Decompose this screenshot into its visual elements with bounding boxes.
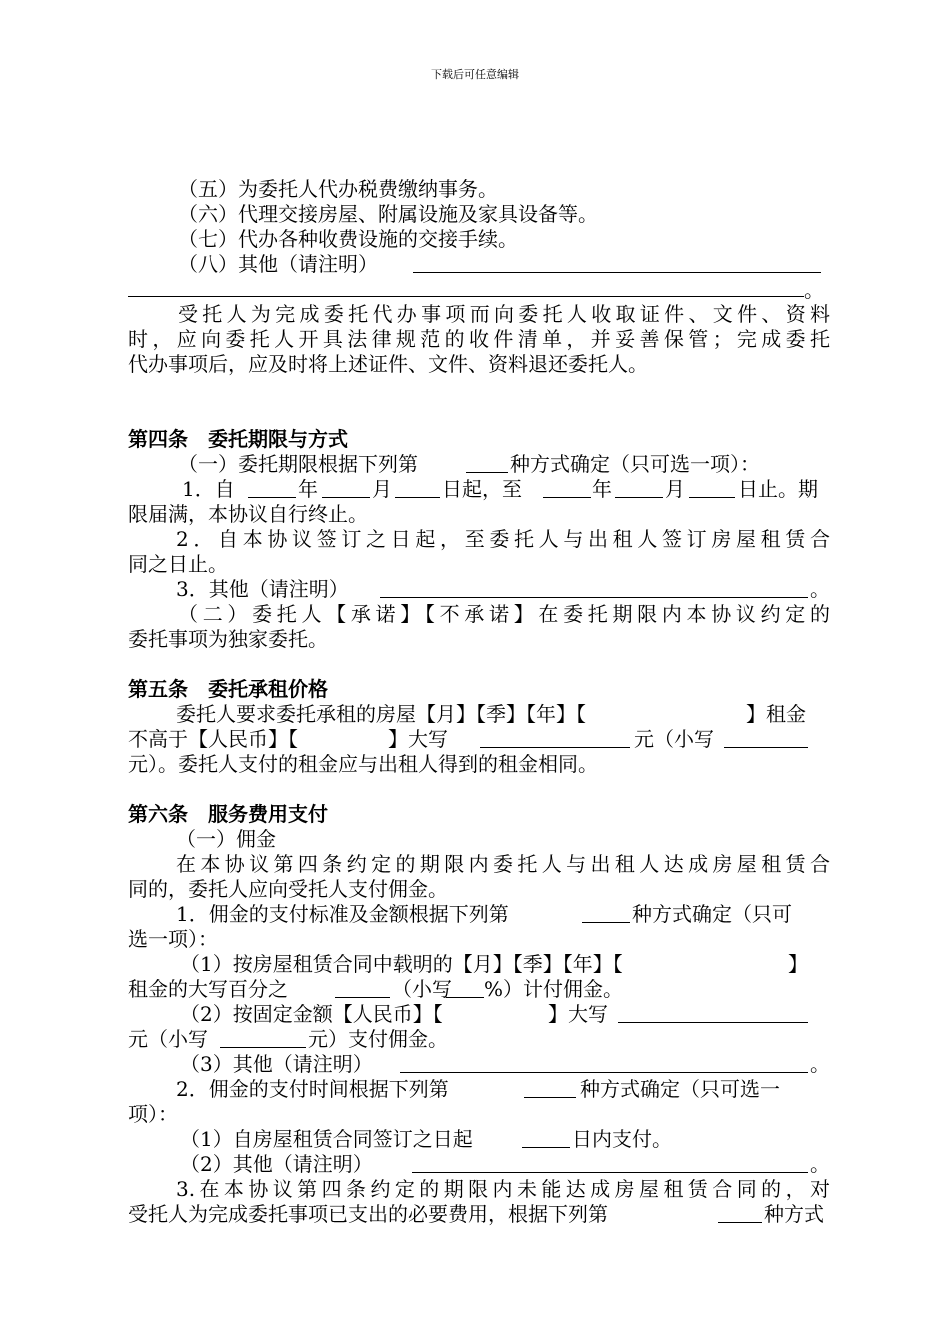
text: 】: [788, 952, 808, 976]
text: 元）支付佣金。: [308, 1027, 448, 1051]
blank-line[interactable]: [335, 997, 390, 998]
text: 项）：: [128, 1102, 178, 1126]
text: 种方式确定（只可选一: [580, 1077, 780, 1101]
text: 不高于【人民币】【: [128, 727, 298, 751]
blank-line[interactable]: [618, 1022, 808, 1023]
blank-line[interactable]: [446, 997, 484, 998]
text: 1．自: [182, 477, 235, 501]
item-six: （六）代理交接房屋、附属设施及家具设备等。: [178, 202, 598, 226]
text: （1）按房屋租赁合同中载明的【月】【季】【年】【: [180, 952, 623, 976]
blank-line[interactable]: [615, 497, 663, 498]
text: 种方式: [764, 1202, 824, 1226]
text: 】租金: [746, 702, 806, 726]
text: （小写: [392, 977, 452, 1001]
text: 元）。委托人支付的租金应与出租人得到的租金相同。: [128, 752, 598, 776]
text: 日止。期: [738, 477, 818, 501]
text: （一）佣金: [176, 827, 276, 851]
blank-line[interactable]: [480, 747, 630, 748]
text: 委托人要求委托承租的房屋【月】【季】【年】【: [176, 702, 586, 726]
text: 月: [665, 477, 685, 501]
blank-line[interactable]: [524, 1097, 576, 1098]
text: 1．佣金的支付标准及金额根据下列第: [176, 902, 509, 926]
text: %）计付佣金。: [484, 977, 624, 1001]
blank-line[interactable]: [466, 472, 508, 473]
text: 受托人为完成委托事项已支出的必要费用，根据下列第: [128, 1202, 608, 1226]
text: 日内支付。: [572, 1127, 672, 1151]
text: 元（小写: [128, 1027, 208, 1051]
paragraph-line: 时，应向委托人开具法律规范的收件清单，并妥善保管；完成委托: [128, 327, 830, 351]
text: 种方式确定（只可选一项）：: [510, 452, 760, 476]
text: （二）委托人【承诺】【不承诺】在委托期限内本协议约定的: [178, 602, 830, 626]
blank-line[interactable]: [400, 1072, 808, 1073]
section-title-art6: 第六条 服务费用支付: [128, 802, 328, 826]
text: 】大写: [548, 1002, 608, 1026]
blank-line[interactable]: [220, 1047, 306, 1048]
text: 种方式确定（只可: [632, 902, 792, 926]
text: 租金的大写百分之: [128, 977, 288, 1001]
section-title-art4: 第四条 委托期限与方式: [128, 427, 348, 451]
section-title-art5: 第五条 委托承租价格: [128, 677, 328, 701]
period: 。: [810, 1152, 830, 1176]
text: 2．自本协议签订之日起，至委托人与出租人签订房屋租赁合: [176, 527, 830, 551]
item-five: （五）为委托人代办税费缴纳事务。: [178, 177, 498, 201]
text: 】大写: [388, 727, 448, 751]
paragraph-line: 受托人为完成委托代办事项而向委托人收取证件、文件、资料: [178, 302, 830, 326]
text: 月: [372, 477, 392, 501]
text: 限届满，本协议自行终止。: [128, 502, 368, 526]
text: 同之日止。: [128, 552, 228, 576]
text: 3.在本协议第四条约定的期限内未能达成房屋租赁合同的，对: [176, 1177, 830, 1201]
paragraph-line: 代办事项后，应及时将上述证件、文件、资料退还委托人。: [128, 352, 648, 376]
period: 。: [810, 1052, 830, 1076]
text: 在本协议第四条约定的期限内委托人与出租人达成房屋租赁合: [176, 852, 830, 876]
text: 2．佣金的支付时间根据下列第: [176, 1077, 449, 1101]
text: （1）自房屋租赁合同签订之日起: [180, 1127, 473, 1151]
text: 日起，至: [442, 477, 522, 501]
text: 选一项）：: [128, 927, 218, 951]
text: 年: [298, 477, 318, 501]
period: 。: [810, 577, 830, 601]
text: 元（小写: [634, 727, 714, 751]
item-seven: （七）代办各种收费设施的交接手续。: [178, 227, 518, 251]
blank-line[interactable]: [413, 272, 821, 273]
blank-line[interactable]: [689, 497, 735, 498]
blank-line[interactable]: [522, 1147, 570, 1148]
text: （3）其他（请注明）: [180, 1052, 373, 1076]
blank-line[interactable]: [412, 1172, 808, 1173]
page-header: 下载后可任意编辑: [431, 68, 519, 81]
period: 。: [804, 278, 824, 302]
text: 同的，委托人应向受托人支付佣金。: [128, 877, 448, 901]
text: 3．其他（请注明）: [176, 577, 349, 601]
blank-line[interactable]: [395, 497, 440, 498]
blank-line[interactable]: [724, 747, 808, 748]
blank-line[interactable]: [718, 1222, 762, 1223]
blank-line[interactable]: [248, 497, 296, 498]
text: （2）按固定金额【人民币】【: [180, 1002, 443, 1026]
blank-line[interactable]: [380, 597, 808, 598]
blank-line[interactable]: [543, 497, 591, 498]
text: （一）委托期限根据下列第: [178, 452, 418, 476]
text: 年: [592, 477, 612, 501]
blank-line[interactable]: [582, 922, 630, 923]
item-eight: （八）其他（请注明）: [178, 252, 378, 276]
text: 委托事项为独家委托。: [128, 627, 328, 651]
text: （2）其他（请注明）: [180, 1152, 373, 1176]
blank-line[interactable]: [322, 497, 370, 498]
